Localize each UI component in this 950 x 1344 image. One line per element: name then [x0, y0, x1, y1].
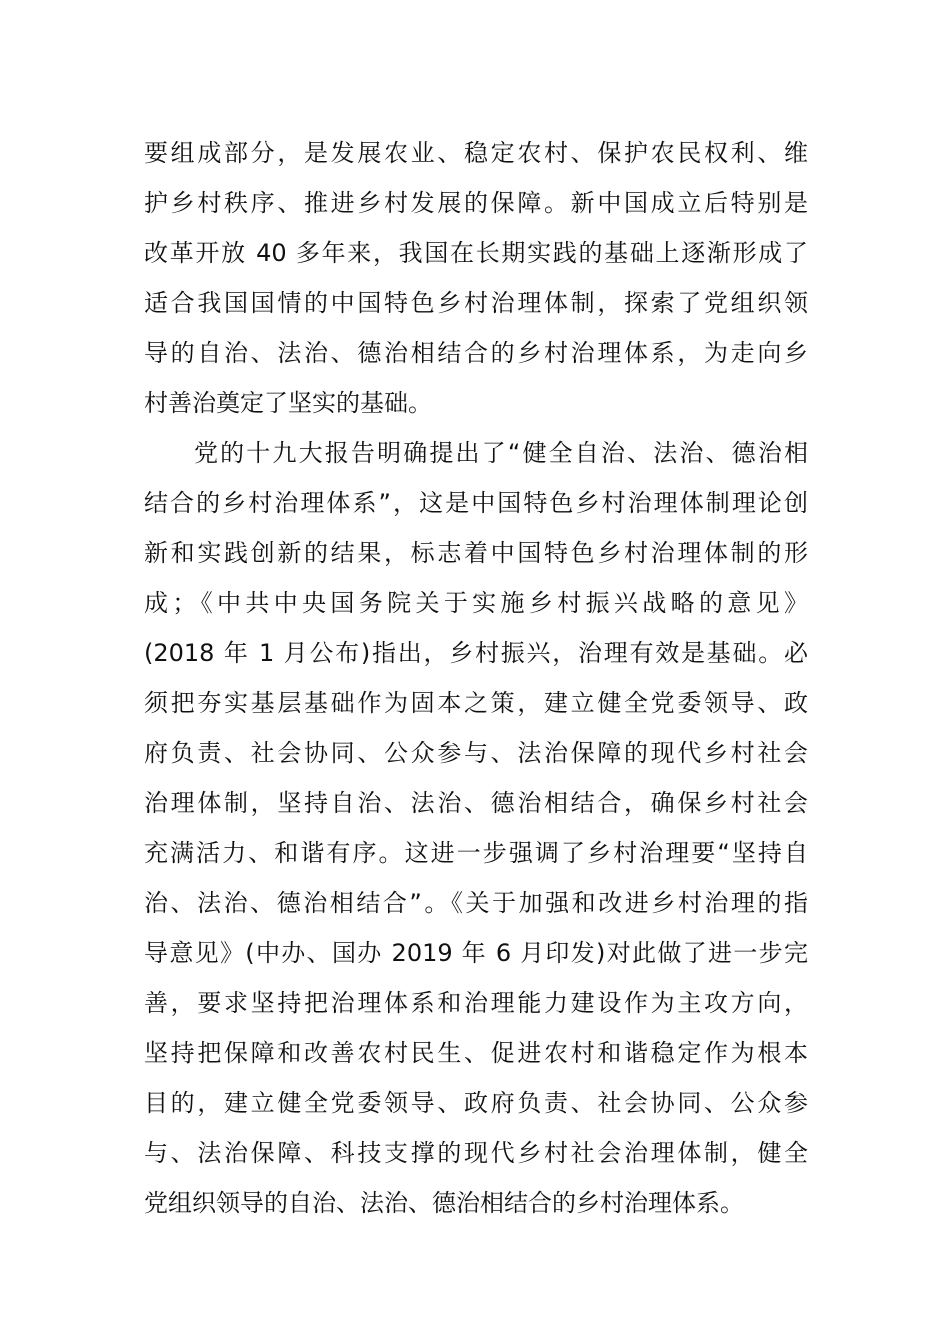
- text-line: 党的十九大报告明确提出了“健全自治、法治、德治相: [194, 439, 808, 467]
- paragraph-2: [144, 428, 808, 1228]
- text-line: 充满活力、和谐有序。这进一步强调了乡村治理要“坚持自: [144, 839, 808, 867]
- text-line: 治理体制，坚持自治、法治、德治相结合，确保乡村社会: [144, 789, 808, 817]
- text-line: 府负责、社会协同、公众参与、法治保障的现代乡村社会: [144, 739, 808, 767]
- text-line: 善，要求坚持把治理体系和治理能力建设作为主攻方向，: [144, 989, 808, 1017]
- text-line: 治、法治、德治相结合”。《关于加强和改进乡村治理的指: [144, 889, 808, 917]
- text-line: 适合我国国情的中国特色乡村治理体制，探索了党组织领: [144, 289, 808, 317]
- text-line: (2018 年 1 月公布)指出，乡村振兴，治理有效是基础。必: [144, 639, 808, 667]
- text-line: 护乡村秩序、推进乡村发展的保障。新中国成立后特别是: [144, 189, 808, 217]
- text-line: 导意见》(中办、国办 2019 年 6 月印发)对此做了进一步完: [144, 939, 808, 967]
- text-line: 与、法治保障、科技支撑的现代乡村社会治理体制，健全: [144, 1139, 808, 1167]
- text-line: 党组织领导的自治、法治、德治相结合的乡村治理体系。: [144, 1189, 744, 1217]
- text-line: 新和实践创新的结果，标志着中国特色乡村治理体制的形: [144, 539, 808, 567]
- text-line: 目的，建立健全党委领导、政府负责、社会协同、公众参: [144, 1089, 808, 1117]
- text-line: 导的自治、法治、德治相结合的乡村治理体系，为走向乡: [144, 339, 808, 367]
- paragraph-1: [144, 128, 808, 428]
- body-text: [144, 128, 808, 1228]
- text-line: 结合的乡村治理体系”，这是中国特色乡村治理体制理论创: [144, 489, 808, 517]
- text-line: 须把夯实基层基础作为固本之策，建立健全党委领导、政: [144, 689, 808, 717]
- text-line: 要组成部分，是发展农业、稳定农村、保护农民权利、维: [144, 139, 808, 167]
- text-line: 改革开放 40 多年来，我国在长期实践的基础上逐渐形成了: [144, 239, 808, 267]
- text-line: 村善治奠定了坚实的基础。: [144, 389, 432, 417]
- text-line: 坚持把保障和改善农村民生、促进农村和谐稳定作为根本: [144, 1039, 808, 1067]
- text-line: 成；《中共中央国务院关于实施乡村振兴战略的意见》: [144, 589, 808, 617]
